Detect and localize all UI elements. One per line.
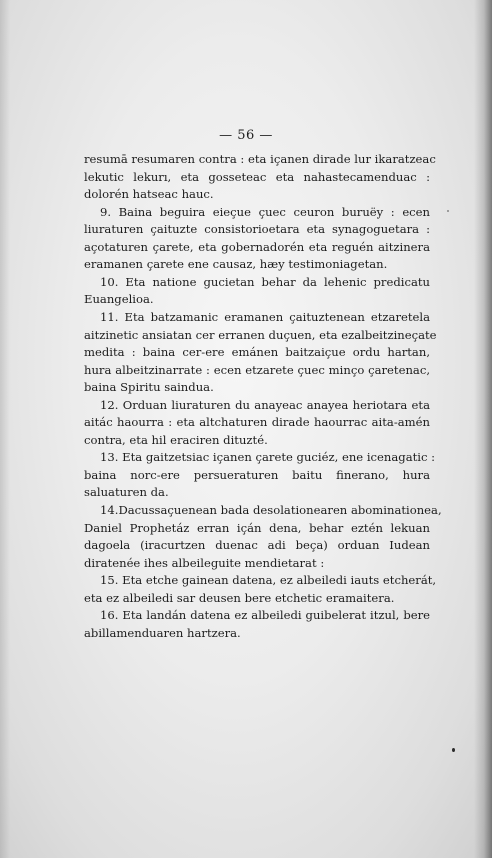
text-line: 9. Baina beguira eieçue çuec ceuron buruëy : ecen [100,204,430,219]
text-line: hura albeitzinarrate : ecen etzarete çuec minço çaretenac, [84,362,430,377]
text-line: Daniel Prophetáz erran içán dena, behar eztén lekuan [84,520,430,535]
text-line: 13. Eta gaitzetsiac içanen çarete guciéz, ene icenagatic : [100,450,436,465]
text-line: baina Spiritu saindua. [84,380,214,395]
text-line: 11. Eta batzamanic eramanen çaituztenean etzaretela [100,309,430,324]
text-line: dagoela (iracurtzen duenac adi beça) orduan Iudean [84,538,430,553]
text-line: 10. Eta natione gucietan behar da lehenic predicatu [100,274,430,289]
text-line: abillamenduaren hartzera. [84,625,241,640]
text-line: 12. Orduan liuraturen du anayeac anayea heriotara eta [100,397,430,412]
text-line: saluaturen da. [84,485,169,500]
paper-speck [447,210,449,212]
text-line: Euangelioa. [84,292,154,307]
text-line: diratenée ihes albeileguite mendietarat : [84,555,325,570]
text-line: resumā resumaren contra : eta içanen dirade lur ikaratzeac [84,152,436,166]
text-line: açotaturen çarete, eta gobernadorén eta reguén aitzinera [84,239,430,254]
text-line: 14.Dacussaçuenean bada desolationearen abominationea, [100,503,442,517]
text-line: eta ez albeiledi sar deusen bere etchetic eramaitera. [84,590,395,605]
text-line: eramanen çarete ene causaz, hæy testimoniagetan. [84,257,388,272]
text-line: dolorén hatseac hauc. [84,187,214,202]
text-line: liuraturen çaituzte consistorioetara eta synagoguetara : [84,222,430,237]
paper-speck [452,748,455,752]
text-line: aitác haourra : eta altchaturen dirade haourrac aita-amén [84,415,430,430]
text-line: aitzinetic ansiatan cer erranen duçuen, eta ezalbeitzineçate [84,327,437,342]
page-number: — 56 — [219,128,273,143]
text-line: 16. Eta landán datena ez albeiledi guibelerat itzul, bere [100,608,430,623]
text-line: contra, eta hil eraciren dituzté. [84,432,268,447]
text-line: 15. Eta etche gainean datena, ez albeiledi iauts etcherát, [100,573,437,588]
text-line: lekutic lekurı, eta gosseteac eta nahastecamenduac : [84,169,430,184]
text-line: medita : baina cer-ere emánen baitzaiçue ordu hartan, [84,345,430,360]
text-line: baina norc-ere persueraturen baitu finerano, hura [84,467,430,482]
